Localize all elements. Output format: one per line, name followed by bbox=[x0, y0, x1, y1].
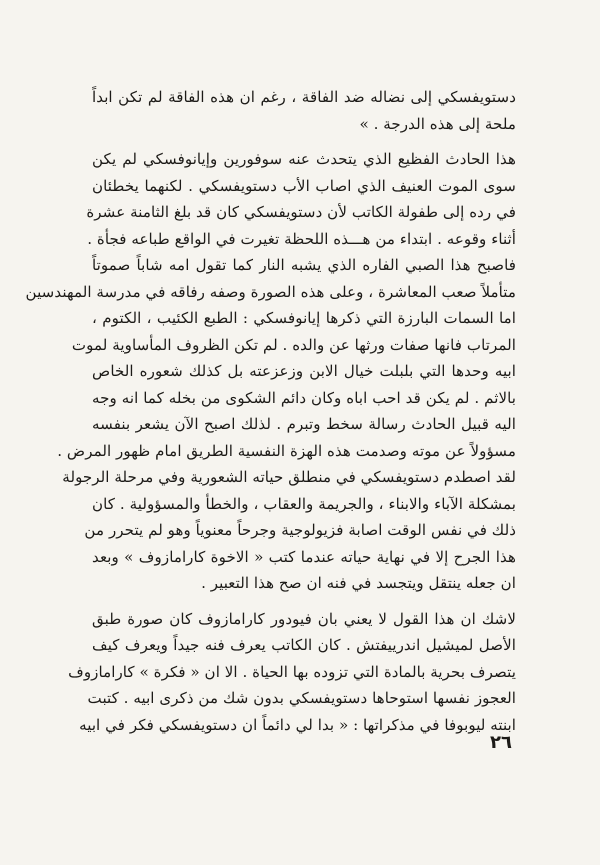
text-line: اما السمات البارزة التي ذكرها إيانوفسكي : الطبع الكئيب ، الكتوم ، bbox=[92, 309, 516, 327]
text-line: يتصرف بحرية بالمادة التي تزوده بها الحياة . الا ان « فكرة » كارامازوف bbox=[68, 662, 516, 681]
text-line: ملحة إلى هذه الدرجة . » bbox=[359, 114, 516, 133]
text-line: بالاثم . لم يكن قد احب اباه وكان دائم الشكوى من بخله كما انه وجه bbox=[92, 388, 516, 407]
paragraph-gap bbox=[92, 137, 516, 146]
text-line: المرتاب فانها صفات ورثها عن والده . لم تكن الظروف المأساوية لموت bbox=[71, 335, 516, 354]
paragraph-gap bbox=[92, 597, 516, 606]
paragraph-3 bbox=[68, 606, 516, 739]
text-line: ان جعله ينتقل ويتجسد في فنه ان صح هذا التعبير . bbox=[201, 574, 516, 592]
text-line: هذا الحادث الفظيع الذي يتحدث عنه سوفورين وإيانوفسكي لم يكن bbox=[92, 150, 516, 168]
text-line: دستويفسكي إلى نضاله ضد الفاقة ، رغم ان هذه الفاقة لم تكن ابداً bbox=[92, 88, 516, 106]
text-line: لاشك ان هذا القول لا يعني بان فيودور كارامازوف كان صورة طبق bbox=[92, 609, 516, 628]
paragraph-2 bbox=[25, 146, 516, 597]
text-line: ذلك في نفس الوقت اصابة فزيولوجية وجرحاً معنوياً وهو لم يتحرر من bbox=[84, 521, 516, 539]
paragraph-1 bbox=[92, 84, 516, 137]
text-line: متأملاً صعب المعاشرة ، وعلى هذه الصورة وصفه رفاقه في مدرسة المهندسين bbox=[25, 282, 516, 301]
text-line: ابنته ليوبوفا في مذكراتها : « بدا لي دائماً ان دستويفسكي فكر في ابيه bbox=[79, 715, 516, 734]
text-line: الأصل لميشيل اندرييفتش . كان الكاتب يعرف فنه جيداً ويعرف كيف bbox=[92, 636, 516, 654]
page-number: ٢٦ bbox=[490, 732, 512, 753]
text-line: فاصبح هذا الصبي الفاره الذي يشبه النار كما تقول امه شاباً صموتاً bbox=[92, 256, 516, 274]
text-line: اليه قبيل الحادث رسالة سخط وتبرم . لذلك اصبح الآن يشعر بنفسه bbox=[92, 415, 516, 433]
text-line: ابيه وحدها التي بلبلت خيال الابن وزعزعته بل كذلك شعوره الخاص bbox=[92, 362, 516, 380]
text-line: هذا الجرح إلا في نهاية حياته عندما كتب « الاخوة كارامازوف » وبعد bbox=[92, 547, 516, 566]
text-line: في رده إلى طفولة الكاتب لأن دستويفسكي كان قد بلغ الثامنة عشرة bbox=[86, 203, 516, 221]
text-line: لقد اصطدم دستويفسكي في منطلق حياته الشعورية وفي مرحلة الرجولة bbox=[62, 468, 516, 486]
text-line: سوى الموت العنيف الذي اصاب الأب دستويفسكي . لكنهما يخطئان bbox=[92, 176, 516, 195]
text-line: أثناء وقوعه . ابتداء من هـــذه اللحظة تغيرت في الواقع طباعه فجأة . bbox=[87, 229, 516, 248]
text-line: العجوز نفسها استوحاها دستويفسكي بدون شك من ذكرى ابيه . كتبت bbox=[87, 689, 516, 707]
body-text bbox=[25, 84, 516, 738]
text-line: مسؤولاً عن موته وصدمت هذه الهزة النفسية الطريق امام ظهور المرض . bbox=[57, 441, 516, 460]
text-line: بمشكلة الآباء والابناء ، والجريمة والعقاب ، والخطأ والمسؤولية . كان bbox=[92, 494, 516, 513]
